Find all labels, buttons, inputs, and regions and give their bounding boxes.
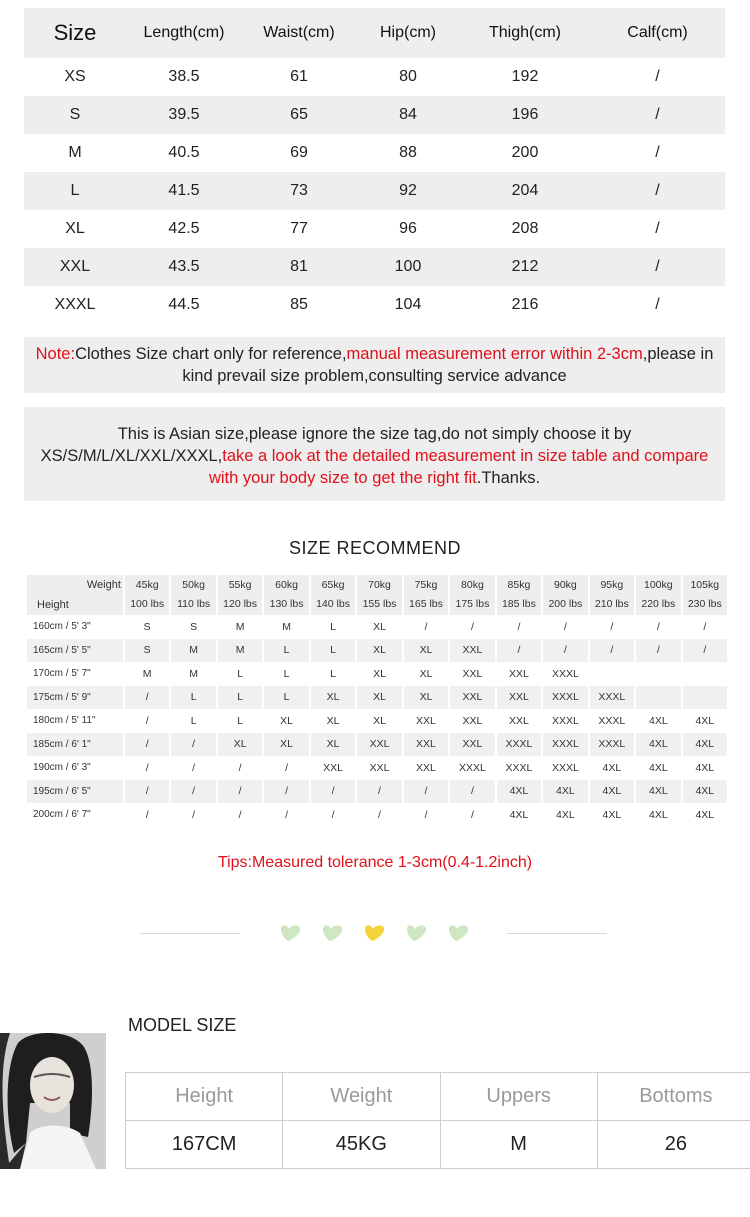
recommended-size-cell: 4XL: [634, 803, 680, 827]
size-table-body: [24, 58, 725, 324]
recommended-size-cell: /: [123, 803, 169, 827]
recommend-row: [27, 686, 727, 710]
note-label: Note:: [35, 345, 76, 363]
size-row: [24, 210, 725, 248]
recommended-size-cell: /: [309, 803, 355, 827]
height-cell: 185cm / 6' 1": [33, 738, 91, 750]
size-cell-size: XXL: [59, 258, 91, 275]
weight-lbs: 130 lbs: [269, 598, 304, 610]
tolerance-tips: Tips:Measured tolerance 1-3cm(0.4-1.2inch): [217, 854, 533, 871]
recommended-size-cell: XL: [355, 686, 401, 710]
recommended-size-cell: L: [262, 662, 308, 686]
recommended-size-cell: XL: [355, 639, 401, 663]
size-cell-thigh: 196: [511, 106, 539, 123]
weight-lbs: 120 lbs: [223, 598, 258, 610]
recommended-size-cell: /: [541, 639, 587, 663]
weight-lbs: 230 lbs: [687, 598, 722, 610]
size-cell-waist: 85: [290, 296, 308, 313]
size-cell-thigh: 200: [511, 144, 539, 161]
recommended-size-cell: /: [262, 756, 308, 780]
size-row: [24, 286, 725, 324]
model-header-height: Height: [126, 1073, 283, 1121]
recommended-size-cell: 4XL: [541, 780, 587, 804]
size-cell-hip: 92: [399, 182, 417, 199]
size-cell-size: M: [68, 144, 82, 161]
weight-lbs: 155 lbs: [362, 598, 397, 610]
recommended-size-cell: /: [216, 803, 262, 827]
weight-lbs: 210 lbs: [594, 598, 629, 610]
header-length: Length(cm): [143, 24, 225, 41]
divider-line-left: [140, 933, 240, 934]
recommended-size-cell: XXXL: [541, 756, 587, 780]
recommended-size-cell: /: [169, 756, 215, 780]
recommended-size-cell: L: [309, 662, 355, 686]
recommended-size-cell: /: [262, 780, 308, 804]
recommended-size-cell: 4XL: [681, 803, 727, 827]
recommended-size-cell: /: [123, 780, 169, 804]
weight-label: Weight: [86, 579, 121, 591]
recommended-size-cell: 4XL: [634, 780, 680, 804]
recommended-size-cell: /: [169, 780, 215, 804]
weight-height-corner: [27, 575, 123, 615]
recommended-size-cell: L: [262, 639, 308, 663]
recommended-size-cell: XXL: [448, 733, 494, 757]
recommended-size-cell: /: [681, 615, 727, 639]
recommend-row: [27, 756, 727, 780]
weight-lbs: 165 lbs: [409, 598, 443, 610]
recommended-size-cell: /: [355, 780, 401, 804]
recommended-size-cell: 4XL: [634, 756, 680, 780]
recommended-size-cell: XXXL: [541, 686, 587, 710]
recommended-size-cell: /: [448, 803, 494, 827]
height-cell: 195cm / 6' 5": [33, 785, 91, 797]
recommended-size-cell: XL: [262, 709, 308, 733]
recommend-row: [27, 709, 727, 733]
recommended-size-cell: [634, 662, 680, 686]
size-table-header: [24, 8, 725, 58]
recommended-size-cell: XXL: [402, 709, 448, 733]
recommended-size-cell: /: [588, 639, 634, 663]
recommended-size-cell: /: [448, 615, 494, 639]
size-cell-calf: /: [655, 220, 660, 237]
size-recommend-title: SIZE RECOMMEND: [288, 538, 461, 558]
recommended-size-cell: [588, 662, 634, 686]
size-cell-waist: 81: [290, 258, 308, 275]
weight-column-header: [541, 575, 587, 615]
recommended-size-cell: XL: [402, 639, 448, 663]
recommended-size-cell: /: [495, 639, 541, 663]
height-cell: 165cm / 5' 5": [33, 644, 91, 656]
height-label: Height: [37, 599, 69, 611]
size-table: [24, 8, 725, 324]
recommended-size-cell: XXXL: [588, 733, 634, 757]
heart-icon: [446, 920, 470, 944]
recommended-size-cell: XXL: [448, 662, 494, 686]
recommended-size-cell: XXL: [355, 756, 401, 780]
header-size: Size: [53, 20, 97, 45]
model-size-table: [125, 1072, 750, 1169]
size-cell-waist: 61: [290, 68, 308, 85]
weight-kg: 105kg: [690, 579, 720, 591]
recommended-size-cell: S: [169, 615, 215, 639]
weight-column-header: [448, 575, 494, 615]
recommended-size-cell: L: [309, 639, 355, 663]
recommend-row: [27, 733, 727, 757]
recommended-size-cell: XXXL: [541, 662, 587, 686]
size-cell-length: 40.5: [168, 144, 200, 161]
recommended-size-cell: XXXL: [541, 709, 587, 733]
recommended-size-cell: L: [216, 662, 262, 686]
size-row: [24, 58, 725, 96]
recommended-size-cell: /: [402, 803, 448, 827]
recommended-size-cell: XL: [309, 686, 355, 710]
size-cell-calf: /: [655, 258, 660, 275]
recommended-size-cell: 4XL: [634, 733, 680, 757]
model-photo: [0, 1033, 106, 1169]
recommended-size-cell: S: [123, 615, 169, 639]
recommended-size-cell: /: [402, 780, 448, 804]
recommended-size-cell: XL: [309, 709, 355, 733]
size-row: [24, 96, 725, 134]
recommended-size-cell: /: [123, 686, 169, 710]
recommend-row: [27, 639, 727, 663]
height-cell: 160cm / 5' 3": [33, 621, 91, 633]
recommended-size-cell: M: [169, 639, 215, 663]
recommended-size-cell: XXXL: [588, 686, 634, 710]
recommended-size-cell: XXL: [309, 756, 355, 780]
recommended-size-cell: L: [262, 686, 308, 710]
recommended-size-cell: 4XL: [588, 756, 634, 780]
model-uppers-value: M: [441, 1121, 598, 1169]
recommended-size-cell: L: [169, 686, 215, 710]
recommended-size-cell: 4XL: [681, 756, 727, 780]
recommended-size-cell: L: [169, 709, 215, 733]
recommended-size-cell: [681, 662, 727, 686]
recommend-header-row: [27, 575, 727, 615]
model-height-value: 167CM: [126, 1121, 283, 1169]
header-thigh: Thigh(cm): [488, 24, 561, 41]
model-values-row: [126, 1121, 750, 1169]
recommended-size-cell: M: [169, 662, 215, 686]
size-row: [24, 134, 725, 172]
recommended-size-cell: 4XL: [634, 709, 680, 733]
recommended-size-cell: 4XL: [588, 780, 634, 804]
size-row: [24, 248, 725, 286]
model-header-row: [126, 1073, 750, 1121]
size-cell-size: XS: [64, 68, 86, 85]
weight-kg: 60kg: [275, 579, 298, 591]
size-cell-size: S: [69, 106, 81, 123]
size-cell-calf: /: [655, 296, 660, 313]
recommended-size-cell: M: [123, 662, 169, 686]
recommended-size-cell: XXL: [448, 686, 494, 710]
recommended-size-cell: /: [634, 615, 680, 639]
weight-column-header: [262, 575, 308, 615]
size-cell-waist: 77: [290, 220, 308, 237]
recommend-row: [27, 615, 727, 639]
weight-column-header: [169, 575, 215, 615]
weight-lbs: 140 lbs: [316, 598, 350, 610]
size-cell-waist: 73: [290, 182, 308, 199]
asian-note-text-1: This is Asian size,please ignore the size tag,do not simply choose it by XS/S/M/L/XL/XXL/XXXL,: [40, 425, 632, 465]
recommended-size-cell: [634, 686, 680, 710]
heart-icon: [404, 920, 428, 944]
size-cell-hip: 104: [394, 296, 422, 313]
weight-kg: 90kg: [553, 579, 577, 591]
weight-kg: 100kg: [644, 579, 673, 591]
height-cell: 180cm / 5' 11": [33, 715, 96, 727]
weight-kg: 80kg: [461, 579, 484, 591]
recommended-size-cell: /: [495, 615, 541, 639]
size-row: [24, 172, 725, 210]
recommended-size-cell: M: [216, 615, 262, 639]
size-cell-waist: 69: [290, 144, 308, 161]
heart-icon: [320, 920, 344, 944]
recommended-size-cell: /: [309, 780, 355, 804]
recommended-size-cell: M: [216, 639, 262, 663]
recommended-size-cell: /: [681, 639, 727, 663]
size-cell-length: 44.5: [168, 296, 200, 313]
weight-column-header: [309, 575, 355, 615]
recommended-size-cell: XXL: [448, 709, 494, 733]
weight-column-header: [402, 575, 448, 615]
size-cell-thigh: 212: [511, 258, 539, 275]
size-cell-thigh: 204: [511, 182, 539, 199]
model-header-uppers: Uppers: [441, 1073, 598, 1121]
size-cell-length: 38.5: [168, 68, 200, 85]
recommended-size-cell: /: [216, 756, 262, 780]
size-cell-length: 39.5: [168, 106, 200, 123]
weight-column-header: [495, 575, 541, 615]
size-cell-waist: 65: [290, 106, 308, 123]
weight-lbs: 185 lbs: [501, 598, 536, 610]
recommended-size-cell: XXXL: [541, 733, 587, 757]
size-cell-calf: /: [655, 106, 660, 123]
model-weight-value: 45KG: [283, 1121, 440, 1169]
recommend-row: [27, 803, 727, 827]
size-cell-size: XXXL: [54, 296, 96, 313]
recommended-size-cell: XXL: [355, 733, 401, 757]
size-cell-size: XL: [65, 220, 85, 237]
recommended-size-cell: L: [216, 686, 262, 710]
note-box: [24, 337, 725, 393]
weight-kg: 85kg: [507, 579, 531, 591]
size-cell-hip: 100: [394, 258, 422, 275]
header-hip: Hip(cm): [380, 24, 436, 41]
size-cell-size: L: [70, 182, 80, 199]
divider-line-right: [507, 933, 607, 934]
size-cell-thigh: 192: [511, 68, 539, 85]
recommended-size-cell: 4XL: [541, 803, 587, 827]
recommended-size-cell: XXXL: [448, 756, 494, 780]
recommended-size-cell: /: [355, 803, 401, 827]
weight-kg: 95kg: [600, 579, 624, 591]
size-cell-length: 41.5: [168, 182, 200, 199]
recommended-size-cell: XXL: [402, 756, 448, 780]
heart-icon: [278, 920, 302, 944]
height-cell: 170cm / 5' 7": [33, 668, 91, 680]
size-cell-thigh: 208: [511, 220, 539, 237]
weight-lbs: 220 lbs: [641, 598, 676, 610]
recommended-size-cell: /: [262, 803, 308, 827]
recommended-size-cell: XXL: [402, 733, 448, 757]
size-cell-length: 43.5: [168, 258, 200, 275]
recommended-size-cell: 4XL: [681, 733, 727, 757]
recommended-size-cell: L: [216, 709, 262, 733]
note-red-text: manual measurement error within 2-3cm: [346, 345, 643, 363]
recommended-size-cell: 4XL: [495, 780, 541, 804]
weight-kg: 75kg: [414, 579, 438, 591]
weight-column-header: [588, 575, 634, 615]
weight-lbs: 200 lbs: [548, 598, 583, 610]
weight-kg: 70kg: [368, 579, 391, 591]
note-text-1: Clothes Size chart only for reference,: [75, 345, 347, 363]
size-cell-hip: 88: [399, 144, 417, 161]
recommend-row: [27, 662, 727, 686]
recommended-size-cell: XXXL: [588, 709, 634, 733]
weight-kg: 55kg: [228, 579, 252, 591]
recommended-size-cell: M: [262, 615, 308, 639]
weight-column-header: [355, 575, 401, 615]
recommended-size-cell: XXXL: [495, 756, 541, 780]
recommended-size-cell: /: [402, 615, 448, 639]
model-header-weight: Weight: [283, 1073, 440, 1121]
recommended-size-cell: XXL: [448, 639, 494, 663]
recommended-size-cell: XL: [309, 733, 355, 757]
heart-icon: [362, 920, 386, 944]
recommended-size-cell: /: [169, 733, 215, 757]
weight-column-header: [681, 575, 727, 615]
recommended-size-cell: L: [309, 615, 355, 639]
model-portrait-image: [0, 1033, 106, 1169]
size-cell-hip: 84: [399, 106, 417, 123]
recommended-size-cell: 4XL: [588, 803, 634, 827]
recommended-size-cell: XXXL: [495, 733, 541, 757]
recommend-row: [27, 780, 727, 804]
weight-column-header: [634, 575, 680, 615]
weight-lbs: 175 lbs: [455, 598, 490, 610]
note-text-2: ,please in kind prevail size problem,consulting service advance: [182, 345, 714, 385]
recommended-size-cell: XL: [216, 733, 262, 757]
height-cell: 190cm / 6' 3": [33, 762, 91, 774]
height-cell: 175cm / 5' 9": [33, 691, 91, 703]
recommended-size-cell: /: [448, 780, 494, 804]
weight-lbs: 110 lbs: [177, 598, 211, 610]
recommended-size-cell: /: [123, 733, 169, 757]
hearts-decoration: [278, 920, 478, 946]
recommended-size-cell: XXL: [495, 709, 541, 733]
recommended-size-cell: XL: [262, 733, 308, 757]
weight-kg: 45kg: [135, 579, 159, 591]
recommended-size-cell: 4XL: [681, 709, 727, 733]
model-bottoms-value: 26: [598, 1121, 750, 1169]
recommended-size-cell: /: [216, 780, 262, 804]
size-cell-calf: /: [655, 144, 660, 161]
header-waist: Waist(cm): [263, 24, 335, 41]
weight-kg: 65kg: [321, 579, 345, 591]
height-cell: 200cm / 6' 7": [33, 809, 91, 821]
recommended-size-cell: /: [541, 615, 587, 639]
header-calf: Calf(cm): [627, 24, 688, 41]
model-size-title: MODEL SIZE: [128, 1015, 237, 1035]
recommended-size-cell: S: [123, 639, 169, 663]
recommended-size-cell: XL: [402, 662, 448, 686]
recommended-size-cell: /: [634, 639, 680, 663]
asian-note-red-text: take a look at the detailed measurement in size table and compare with your body size to get the right fit: [208, 447, 709, 487]
size-cell-calf: /: [655, 182, 660, 199]
asian-size-note: [24, 407, 725, 501]
recommended-size-cell: /: [169, 803, 215, 827]
recommended-size-cell: XXL: [495, 686, 541, 710]
weight-lbs: 100 lbs: [130, 598, 165, 610]
recommended-size-cell: XXL: [495, 662, 541, 686]
recommended-size-cell: XL: [402, 686, 448, 710]
recommended-size-cell: XL: [355, 615, 401, 639]
asian-note-text-2: .Thanks.: [476, 469, 541, 487]
size-cell-thigh: 216: [511, 296, 539, 313]
weight-kg: 50kg: [182, 579, 206, 591]
size-recommend-table: [27, 575, 727, 827]
recommend-body: [27, 615, 727, 827]
weight-column-header: [216, 575, 262, 615]
recommended-size-cell: XL: [355, 662, 401, 686]
recommended-size-cell: /: [588, 615, 634, 639]
recommended-size-cell: /: [123, 709, 169, 733]
size-cell-length: 42.5: [168, 220, 200, 237]
weight-column-header: [123, 575, 169, 615]
recommended-size-cell: 4XL: [495, 803, 541, 827]
recommended-size-cell: 4XL: [681, 780, 727, 804]
model-header-bottoms: Bottoms: [598, 1073, 750, 1121]
recommended-size-cell: [681, 686, 727, 710]
size-cell-calf: /: [655, 68, 660, 85]
size-cell-hip: 80: [399, 68, 417, 85]
size-cell-hip: 96: [399, 220, 417, 237]
recommended-size-cell: /: [123, 756, 169, 780]
recommended-size-cell: XL: [355, 709, 401, 733]
